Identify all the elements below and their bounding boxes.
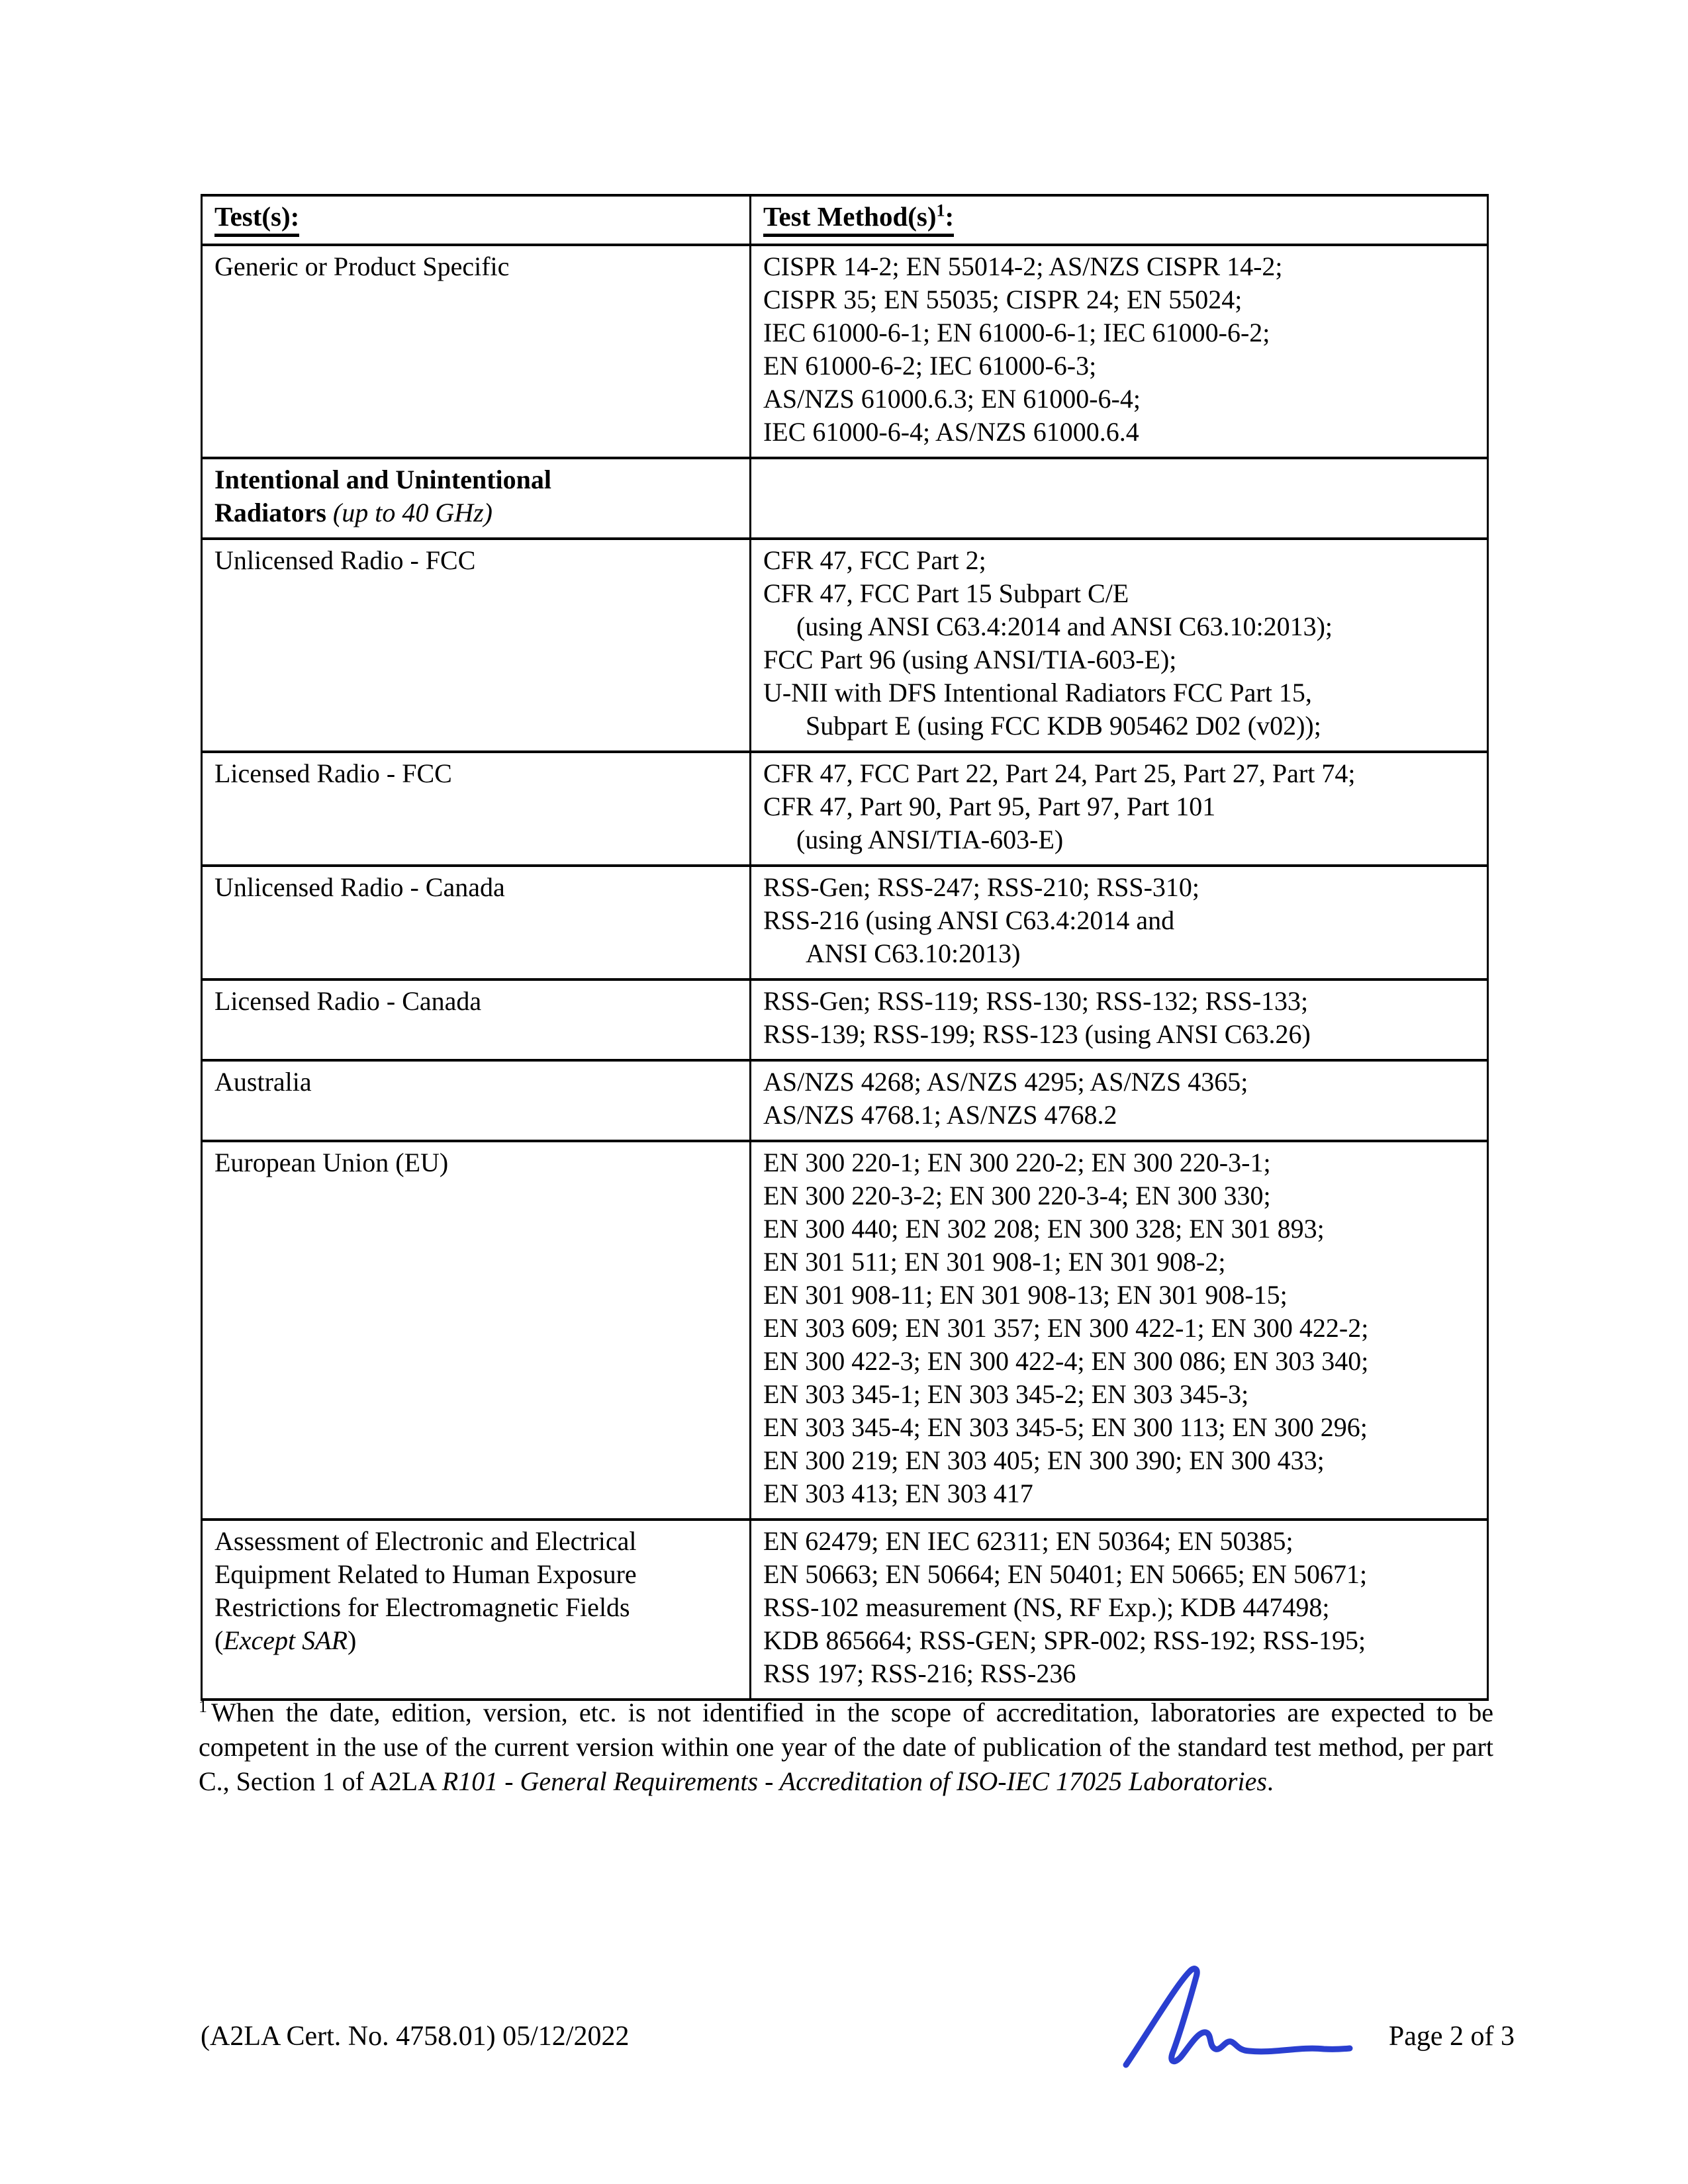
tests-header-label: Test(s): (214, 201, 299, 237)
method-line: CISPR 14-2; EN 55014-2; AS/NZS CISPR 14-2; (763, 251, 1283, 281)
table-row (202, 1520, 1488, 1700)
method-line: EN 301 511; EN 301 908-1; EN 301 908-2; (763, 1247, 1226, 1277)
methods-cell (750, 866, 1487, 979)
text-segment: Intentional and Unintentional (214, 465, 552, 494)
text-segment: Unlicensed Radio - Canada (214, 872, 505, 902)
footnote-segment: R101 - General Requirements - Accreditation of ISO-IEC 17025 Laboratories (442, 1766, 1267, 1796)
table-row (202, 752, 1488, 866)
certificate-number-line: (A2LA Cert. No. 4758.01) 05/12/2022 (201, 2021, 630, 2052)
method-line: FCC Part 96 (using ANSI/TIA-603-E); (763, 645, 1177, 674)
test-cell (202, 752, 751, 866)
test-cell-line (214, 757, 740, 790)
text-segment: Restrictions for Electromagnetic Fields (214, 1592, 630, 1622)
method-line: EN 300 422-3; EN 300 422-4; EN 300 086; EN 303 340; (763, 1346, 1369, 1376)
method-line: EN 61000-6-2; IEC 61000-6-3; (763, 351, 1097, 381)
methods-header-cell (750, 195, 1487, 245)
method-line: EN 300 220-3-2; EN 300 220-3-4; EN 300 330; (763, 1181, 1271, 1210)
text-segment: Licensed Radio - Canada (214, 986, 482, 1016)
methods-header-text: Test Method(s) (763, 201, 937, 232)
table-row (202, 245, 1488, 458)
test-cell (202, 458, 751, 539)
test-cell-line (214, 1624, 740, 1657)
footnote-marker: 1 (199, 1696, 207, 1716)
table-row (202, 539, 1488, 752)
method-line: CISPR 35; EN 55035; CISPR 24; EN 55024; (763, 285, 1243, 314)
table-body (202, 245, 1488, 1700)
test-cell (202, 1520, 751, 1700)
text-segment: Generic or Product Specific (214, 251, 510, 281)
table-row (202, 1060, 1488, 1141)
test-cell (202, 866, 751, 979)
methods-cell (750, 1060, 1487, 1141)
table-row (202, 458, 1488, 539)
table-row (202, 1141, 1488, 1520)
table-row (202, 979, 1488, 1060)
signature-stroke (1126, 1969, 1350, 2065)
test-cell (202, 539, 751, 752)
footnote (199, 1696, 1493, 1799)
methods-cell (750, 979, 1487, 1060)
footnote-segment: When the date, edition, version, etc. is not identified in the scope of accreditation, laboratories are expected to be competent in the use of the current version within one year of the date of publication of the standard test method, per part C., Section 1 of A2LA (199, 1698, 1493, 1796)
method-line: EN 303 345-4; EN 303 345-5; EN 300 113; EN 300 296; (763, 1412, 1368, 1442)
method-line: EN 300 219; EN 303 405; EN 300 390; EN 300 433; (763, 1445, 1325, 1475)
test-cell-line (214, 496, 740, 529)
test-cell (202, 245, 751, 458)
test-cell-line (214, 250, 740, 283)
method-line: RSS-102 measurement (NS, RF Exp.); KDB 447498; (763, 1592, 1330, 1622)
table-header-row (202, 195, 1488, 245)
methods-cell (750, 245, 1487, 458)
method-line: CFR 47, FCC Part 15 Subpart C/E (763, 578, 1129, 608)
method-line: EN 303 345-1; EN 303 345-2; EN 303 345-3; (763, 1379, 1249, 1409)
method-line: EN 301 908-11; EN 301 908-13; EN 301 908-15; (763, 1280, 1288, 1310)
test-cell-line (214, 871, 740, 904)
method-line: KDB 865664; RSS-GEN; SPR-002; RSS-192; RSS-195; (763, 1625, 1366, 1655)
method-line: AS/NZS 61000.6.3; EN 61000-6-4; (763, 384, 1141, 414)
method-line: ANSI C63.10:2013) (805, 938, 1021, 968)
text-segment: ( (214, 1625, 224, 1655)
text-segment: Licensed Radio - FCC (214, 758, 452, 788)
methods-header-label (763, 201, 954, 237)
method-line: RSS-Gen; RSS-119; RSS-130; RSS-132; RSS-133; (763, 986, 1309, 1016)
method-line: EN 62479; EN IEC 62311; EN 50364; EN 50385; (763, 1526, 1293, 1556)
methods-cell (750, 1141, 1487, 1520)
text-segment: ) (348, 1625, 357, 1655)
methods-header-footnote-ref: 1 (936, 201, 945, 220)
method-line: Subpart E (using FCC KDB 905462 D02 (v02)); (805, 711, 1321, 741)
tests-header-cell (202, 195, 751, 245)
methods-cell (750, 539, 1487, 752)
test-cell-line (214, 1525, 740, 1558)
test-cell-line (214, 1591, 740, 1624)
method-line: RSS-Gen; RSS-247; RSS-210; RSS-310; (763, 872, 1200, 902)
test-cell-line (214, 1066, 740, 1099)
footnote-segment: . (1266, 1766, 1274, 1796)
method-line: RSS-216 (using ANSI C63.4:2014 and (763, 905, 1175, 935)
methods-cell (750, 1520, 1487, 1700)
method-line: RSS 197; RSS-216; RSS-236 (763, 1659, 1076, 1688)
method-line: CFR 47, FCC Part 22, Part 24, Part 25, Part 27, Part 74; (763, 758, 1356, 788)
text-segment: Except SAR (223, 1625, 348, 1655)
method-line: CFR 47, Part 90, Part 95, Part 97, Part 101 (763, 792, 1216, 821)
method-line: CFR 47, FCC Part 2; (763, 545, 986, 575)
method-line: (using ANSI C63.4:2014 and ANSI C63.10:2013); (796, 612, 1333, 641)
test-cell-line (214, 985, 740, 1018)
method-line: EN 303 413; EN 303 417 (763, 1479, 1033, 1508)
method-line: RSS-139; RSS-199; RSS-123 (using ANSI C63.26) (763, 1019, 1311, 1049)
method-line: AS/NZS 4268; AS/NZS 4295; AS/NZS 4365; (763, 1067, 1248, 1097)
footnote-text (199, 1698, 1493, 1796)
method-line: (using ANSI/TIA-603-E) (796, 825, 1064, 854)
method-line: IEC 61000-6-4; AS/NZS 61000.6.4 (763, 417, 1139, 447)
scope-table (201, 194, 1489, 1701)
method-line: IEC 61000-6-1; EN 61000-6-1; IEC 61000-6-2; (763, 318, 1270, 347)
table-row (202, 866, 1488, 979)
method-line: EN 50663; EN 50664; EN 50401; EN 50665; EN 50671; (763, 1559, 1368, 1589)
methods-cell (750, 752, 1487, 866)
text-segment: Equipment Related to Human Exposure (214, 1559, 637, 1589)
text-segment: Radiators (214, 498, 333, 527)
text-segment: Assessment of Electronic and Electrical (214, 1526, 637, 1556)
test-cell-line (214, 1146, 740, 1179)
text-segment: (up to 40 GHz) (332, 498, 492, 527)
page-number: Page 2 of 3 (1388, 2021, 1515, 2052)
method-line: EN 300 440; EN 302 208; EN 300 328; EN 301 893; (763, 1214, 1325, 1244)
test-cell (202, 979, 751, 1060)
method-line: U-NII with DFS Intentional Radiators FCC Part 15, (763, 678, 1312, 707)
test-cell (202, 1060, 751, 1141)
test-cell (202, 1141, 751, 1520)
text-segment: European Union (EU) (214, 1148, 449, 1177)
test-cell-line (214, 544, 740, 577)
text-segment: Unlicensed Radio - FCC (214, 545, 476, 575)
methods-cell (750, 458, 1487, 539)
method-line: EN 303 609; EN 301 357; EN 300 422-1; EN 300 422-2; (763, 1313, 1369, 1343)
methods-header-colon: : (945, 201, 955, 232)
test-cell-line (214, 463, 740, 496)
test-cell-line (214, 1558, 740, 1591)
text-segment: Australia (214, 1067, 312, 1097)
method-line: EN 300 220-1; EN 300 220-2; EN 300 220-3-1; (763, 1148, 1271, 1177)
signature-scribble (1122, 1962, 1355, 2075)
method-line: AS/NZS 4768.1; AS/NZS 4768.2 (763, 1100, 1117, 1130)
